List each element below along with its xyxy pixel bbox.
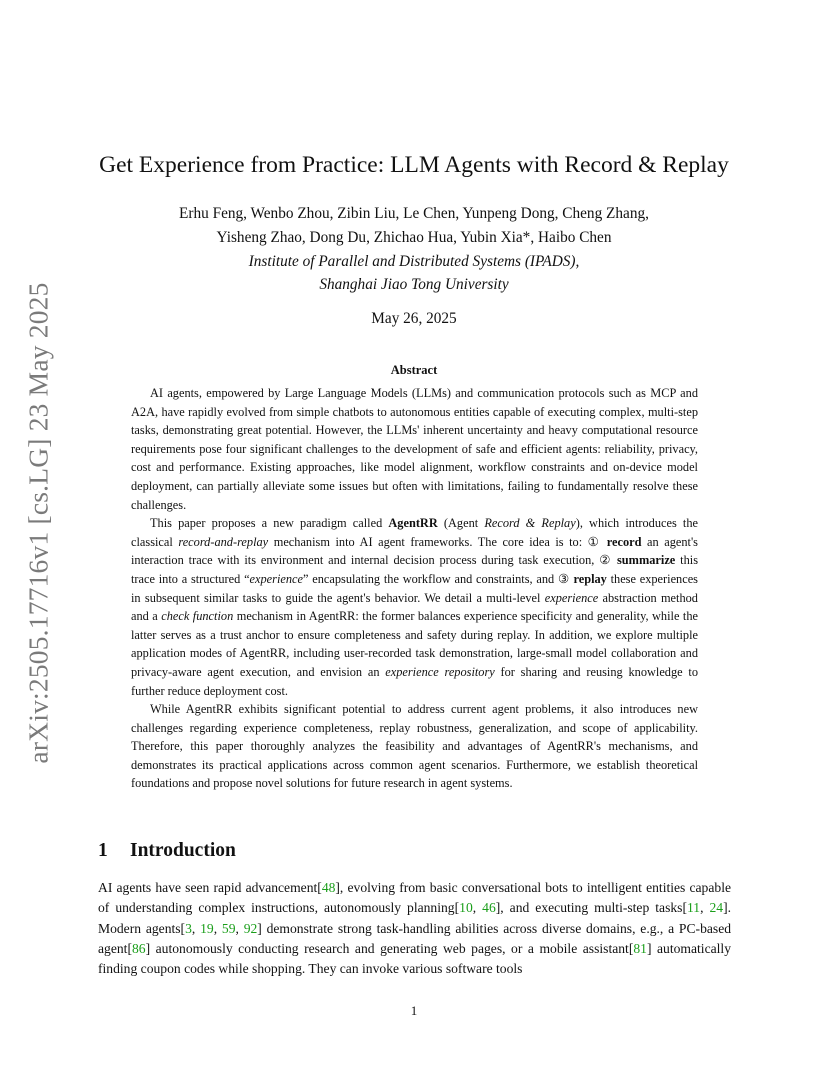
text-run: for sharing and reusing knowledge to further reduce deployment cost.: [131, 664, 698, 698]
italic-term: Record & Replay: [484, 516, 576, 531]
authors-line-2: Yisheng Zhao, Dong Du, Zhichao Hua, Yubin Xia*, Haibo Chen: [216, 229, 612, 246]
citation-link[interactable]: 46: [482, 900, 496, 916]
affiliation-line-2: Shanghai Jiao Tong University: [319, 276, 509, 293]
bold-term: replay: [573, 571, 607, 586]
text-run: an agent's interaction trace with its environment and internal decision process during task execution, ②: [131, 534, 698, 568]
text-run: ], evolving from basic conversational bots to intelligent entities capable of understanding complex instructions, autonomously planning[: [98, 880, 731, 916]
citation-link[interactable]: 11: [686, 900, 701, 916]
page-number: 1: [410, 1003, 418, 1018]
abstract-body: [131, 384, 698, 793]
text-run: this trace into a structured “: [131, 553, 699, 586]
citation-link[interactable]: 81: [633, 940, 647, 956]
authors-line-1: Erhu Feng, Wenbo Zhou, Zibin Liu, Le Chen, Yunpeng Dong, Cheng Zhang,: [179, 205, 649, 222]
citation-link[interactable]: 92: [243, 920, 258, 936]
text-run: ] automatically finding coupon codes while shopping. They can invoke various software tools: [98, 940, 731, 977]
citation-link[interactable]: 3: [185, 920, 192, 936]
section-number: 1: [98, 840, 108, 861]
abstract-paragraph-3: While AgentRR exhibits significant potential to address current agent problems, it also introduces new challenges regarding experience completeness, replay robustness, generalization, and scope of applicability. Therefore, this paper thoroughly analyzes the feasibility and advantages of AgentRR's mechanisms, and demonstrates its practical applications across common agent scenarios. Furthermore, we establish theoretical foundations and propose novel solutions for future research in agent systems.: [131, 702, 698, 791]
text-run: these experiences in subsequent similar tasks to guide the agent's behavior. We detail a multi-level: [131, 571, 698, 605]
citation-link[interactable]: 86: [131, 940, 146, 956]
abstract-paragraph-2: [131, 514, 698, 700]
text-run: abstraction method and a: [131, 590, 698, 624]
text-run: ” encapsulating the workflow and constraints, and ③: [303, 571, 574, 586]
text-run: This paper proposes a new paradigm called: [150, 516, 389, 531]
italic-term: experience: [249, 571, 303, 586]
text-run: ]. Modern agents[: [98, 900, 732, 936]
intro-paragraph: [98, 878, 731, 979]
text-run: ,: [191, 920, 201, 936]
bold-term: summarize: [617, 553, 676, 568]
introduction-body: [98, 878, 731, 979]
text-run: ), which introduces the classical: [131, 516, 699, 549]
affiliation-line-1: Institute of Parallel and Distributed Systems (IPADS),: [248, 253, 580, 270]
abstract-paragraph-1: AI agents, empowered by Large Language Models (LLMs) and communication protocols such as MCP and A2A, have rapidly evolved from simple chatbots to autonomous entities capable of executing complex, multi-step tasks, demonstrating great potential. However, the LLMs' inherent uncertainty and heavy computational resource requirements pose four significant challenges to the development of safe and efficient agents: reliability, privacy, cost and performance. Existing approaches, like model alignment, workflow constraints and on-device model deployment, can partially alleviate some issues but often with limitations, failing to fundamentally resolve these challenges.: [131, 386, 698, 512]
paper-title: Get Experience from Practice: LLM Agents with Record & Replay: [99, 152, 729, 178]
section-title: Introduction: [130, 840, 236, 861]
citation-link[interactable]: 48: [321, 880, 336, 895]
section-heading: [98, 840, 738, 862]
citation-link[interactable]: 59: [221, 920, 236, 936]
text-run: ] autonomously conducting research and generating web pages, or a mobile assistant[: [145, 940, 634, 956]
arxiv-side-stamp: [22, 281, 56, 764]
citation-link[interactable]: 24: [709, 900, 724, 916]
text-run: AI agents have seen rapid advancement[: [98, 880, 322, 895]
italic-term: experience: [544, 590, 599, 605]
text-run: ,: [472, 900, 483, 916]
bold-term: record: [606, 534, 642, 549]
bold-term: AgentRR: [388, 516, 438, 531]
arxiv-identifier: arXiv:2505.17716v1 [cs.LG] 23 May 2025: [23, 281, 54, 764]
italic-term: record-and-replay: [178, 534, 269, 549]
text-run: mechanism in AgentRR: the former balances experience specificity and generality, while the latter serves as a trust anchor to ensure completeness and safety during replay. In addition, we explore multiple application modes of AgentRR, including user-recorded task demonstration, large-small model collaboration and privacy-aware agent execution, and envision an: [131, 609, 698, 679]
paper-date: May 26, 2025: [371, 310, 457, 327]
text-run: ,: [213, 920, 222, 936]
abstract-heading: Abstract: [390, 363, 438, 377]
text-run: ], and executing multi-step tasks[: [495, 900, 687, 916]
text-run: mechanism into AI agent frameworks. The core idea is to: ①: [268, 534, 607, 549]
italic-term: check function: [161, 609, 234, 624]
text-run: ,: [700, 900, 710, 916]
citation-link[interactable]: 19: [200, 920, 214, 936]
citation-link[interactable]: 10: [459, 900, 473, 916]
text-run: (Agent: [437, 516, 485, 531]
text-run: ] demonstrate strong task-handling abilities across diverse domains, e.g., a PC-based agent[: [98, 920, 732, 956]
italic-term: experience repository: [385, 664, 495, 679]
text-run: ,: [235, 920, 244, 936]
